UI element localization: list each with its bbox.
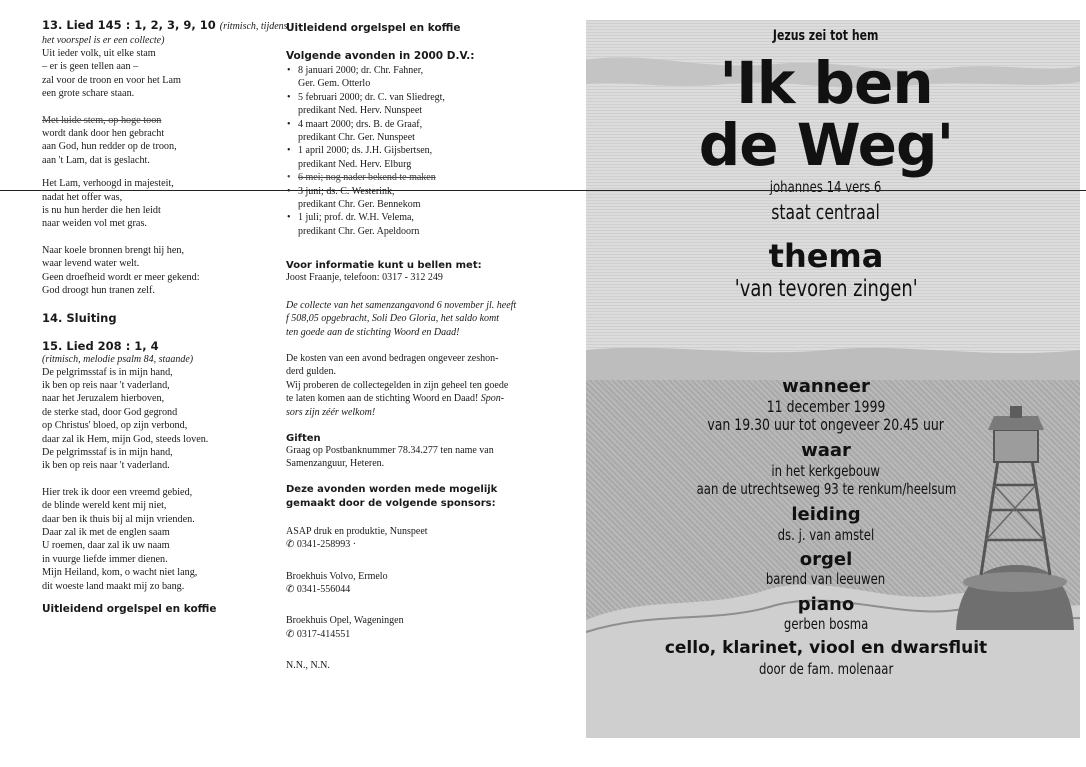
sponsors-heading: Deze avonden worden mede mogelijk gemaakt door de volgende sponsors: — [286, 483, 498, 509]
sponsor-phone: ✆ 0341-258993 · — [286, 539, 357, 551]
item-13-note-cont: het voorspel is er een collecte) — [42, 35, 165, 46]
orgel-name: barend van leeuwen — [766, 570, 886, 588]
costs-line: Wij proberen de collectegelden in zijn geheel ten goede — [286, 379, 509, 391]
sponsor-phone: ✆ 0341-556044 — [286, 583, 351, 595]
verse-line: aan 't Lam, dat is geslacht. — [42, 154, 150, 166]
fold-line — [0, 190, 1086, 191]
list-item: • 4 maart 2000; drs. B. de Graaf, predikant Chr. Ger. Nunspeet — [286, 118, 536, 145]
verse-line: ik ben op reis naar 't vaderland, — [42, 379, 170, 391]
sponsor-name: ASAP druk en produktie, Nunspeet — [286, 525, 428, 537]
evenings-heading: Volgende avonden in 2000 D.V.: — [286, 50, 475, 62]
verse-line: aan God, hun redder op de troon, — [42, 141, 177, 153]
verse-line: Naar koele bronnen brengt hij hen, — [42, 244, 185, 256]
piano-name: gerben bosma — [783, 615, 869, 633]
closing-note: Uitleidend orgelspel en koffie — [42, 603, 217, 615]
item-13 — [42, 16, 288, 34]
list-item: • 3 juni; ds. C. Westerink, predikant Chr. Ger. Bennekom — [286, 185, 536, 212]
list-item: • 8 januari 2000; dr. Chr. Fahner, Ger. Gem. Otterlo — [286, 64, 536, 91]
verse-line: Hier trek ik door een vreemd gebied, — [42, 486, 193, 498]
item-13-heading: 13. Lied 145 : 1, 2, 3, 9, 10 — [42, 18, 216, 32]
piano-label: piano — [797, 594, 855, 615]
verse-line: op Christus' bloed, op zijn verbond, — [42, 420, 188, 432]
costs-line: De kosten van een avond bedragen ongeveer zeshon- — [286, 352, 499, 364]
nn-text: N.N., N.N. — [286, 660, 330, 672]
sponsor-3 — [286, 614, 536, 641]
list-item: • 6 mei; nog nader bekend te maken — [286, 171, 536, 184]
verse-4 — [42, 244, 277, 298]
info-heading: Voor informatie kunt u bellen met: — [286, 260, 482, 272]
info-heading-top: Uitleidend orgelspel en koffie — [286, 22, 461, 34]
verse-line: Geen droefheid wordt er meer gekend: — [42, 271, 200, 283]
verse-line: dit woeste land maakt mij zo bang. — [42, 580, 185, 592]
cover-title-line-2: de Weg' — [698, 111, 954, 179]
verse-line: naar weiden vol met gras. — [42, 218, 147, 230]
verse-line: De pelgrimsstaf is in mijn hand, — [42, 446, 173, 458]
event-date: 11 december 1999 — [766, 397, 886, 416]
verse-line: Met luide stem, op hoge toon — [42, 114, 162, 126]
sponsor-1 — [286, 525, 536, 552]
verse-line: naar het Jeruzalem hierboven, — [42, 393, 165, 405]
place-line-1: in het kerkgebouw — [771, 462, 881, 480]
verse-line: zal voor de troon en voor het Lam — [42, 74, 181, 86]
info-text: Joost Fraanje, telefoon: 0317 - 312 249 — [286, 272, 443, 284]
list-item: • 1 juli; prof. dr. W.H. Velema, predikant Chr. Ger. Apeldoorn — [286, 211, 536, 238]
verse-line: de sterke stad, door God gegrond — [42, 406, 178, 418]
information-column — [286, 22, 536, 673]
verse-line: de blinde wereld kent mij niet, — [42, 500, 167, 512]
sponsor-name: Broekhuis Opel, Wageningen — [286, 615, 404, 627]
wanneer-label: wanneer — [782, 376, 870, 397]
orgel-label: orgel — [799, 549, 853, 570]
sponsor-phone: ✆ 0317-414551 — [286, 628, 351, 640]
costs-text — [286, 352, 536, 419]
sponsor-2 — [286, 570, 536, 597]
verse-line: U roemen, daar zal ik uw naam — [42, 540, 170, 552]
instruments-by: door de fam. molenaar — [758, 660, 894, 678]
thema-label: thema — [768, 237, 884, 275]
collecte-line: De collecte van het samenzangavond 6 november jl. heeft — [286, 299, 517, 311]
verse-6 — [42, 486, 277, 593]
verse-line: daar ben ik thuis bij al mijn vrienden. — [42, 513, 195, 525]
costs-line: te laten komen aan de stichting Woord en Daad! Spon- — [286, 393, 505, 405]
verse-line: waar levend water welt. — [42, 258, 140, 270]
thema-text: 'van tevoren zingen' — [734, 276, 918, 302]
verse-line: nadat het offer was, — [42, 191, 123, 203]
verse-line: God droogt hun tranen zelf. — [42, 285, 155, 297]
verse-line: ik ben op reis naar 't vaderland. — [42, 460, 170, 472]
verse-line: daar zal ik Hem, mijn God, steeds loven. — [42, 433, 209, 445]
leiding-name: ds. j. van amstel — [777, 526, 875, 544]
verse-line: Het Lam, verhoogd in majesteit, — [42, 178, 174, 190]
bible-reference: johannes 14 vers 6 — [770, 178, 882, 196]
sponsor-name: Broekhuis Volvo, Ermelo — [286, 570, 388, 582]
item-13-note: (ritmisch, tijdens — [219, 21, 288, 32]
cover-intro: Jezus zei tot hem — [773, 28, 879, 44]
verse-line: Mijn Heiland, kom, o wacht niet lang, — [42, 567, 198, 579]
verse-1 — [42, 47, 277, 101]
verse-line: De pelgrimsstaf is in mijn hand, — [42, 366, 173, 378]
cover-title-line-1: 'Ik ben — [719, 49, 933, 117]
order-of-service-column — [42, 16, 288, 615]
verse-2 — [42, 114, 277, 168]
item-15-heading: 15. Lied 208 : 1, 4 — [42, 338, 159, 353]
giften-line: Graag op Postbanknummer 78.34.277 ten name van — [286, 444, 494, 456]
verse-5 — [42, 366, 277, 473]
verse-line: Daar zal ik met de englen saam — [42, 526, 170, 538]
evenings-list — [286, 64, 536, 238]
place-line-2: aan de utrechtseweg 93 te renkum/heelsum — [696, 480, 956, 498]
collecte-line: ten goede aan de stichting Woord en Daad! — [286, 326, 460, 338]
giften-heading: Giften — [286, 432, 321, 444]
verse-3 — [42, 177, 277, 231]
verse-line: een grote schare staan. — [42, 88, 135, 100]
costs-line: sors zijn zéér welkom! — [286, 406, 376, 418]
list-item: • 1 april 2000; ds. J.H. Gijsbertsen, predikant Ned. Herv. Elburg — [286, 144, 536, 171]
costs-line: derd gulden. — [286, 366, 336, 378]
central-text: staat centraal — [771, 200, 881, 224]
giften-line: Samenzanguur, Heteren. — [286, 458, 385, 470]
verse-line: Uit ieder volk, uit elke stam — [42, 48, 156, 59]
waar-label: waar — [801, 440, 851, 461]
instruments: cello, klarinet, viool en dwarsfluit — [664, 638, 988, 658]
verse-line: – er is geen tellen aan – — [42, 61, 139, 73]
item-15-note: (ritmisch, melodie psalm 84, staande) — [42, 353, 194, 365]
cover-panel — [586, 20, 1080, 738]
leiding-label: leiding — [791, 504, 861, 525]
verse-line: wordt dank door hen gebracht — [42, 128, 165, 140]
verse-line: in vuurge liefde immer dienen. — [42, 553, 168, 565]
event-time: van 19.30 uur tot ongeveer 20.45 uur — [707, 415, 945, 434]
collecte-line: f 508,05 opgebracht, Soli Deo Gloria, het saldo komt — [286, 313, 500, 325]
verse-line: is nu hun herder die hen leidt — [42, 205, 161, 217]
item-14-heading: 14. Sluiting — [42, 310, 117, 325]
list-item: • 5 februari 2000; dr. C. van Sliedregt, predikant Ned. Herv. Nunspeet — [286, 91, 536, 118]
collecte-note — [286, 299, 536, 339]
